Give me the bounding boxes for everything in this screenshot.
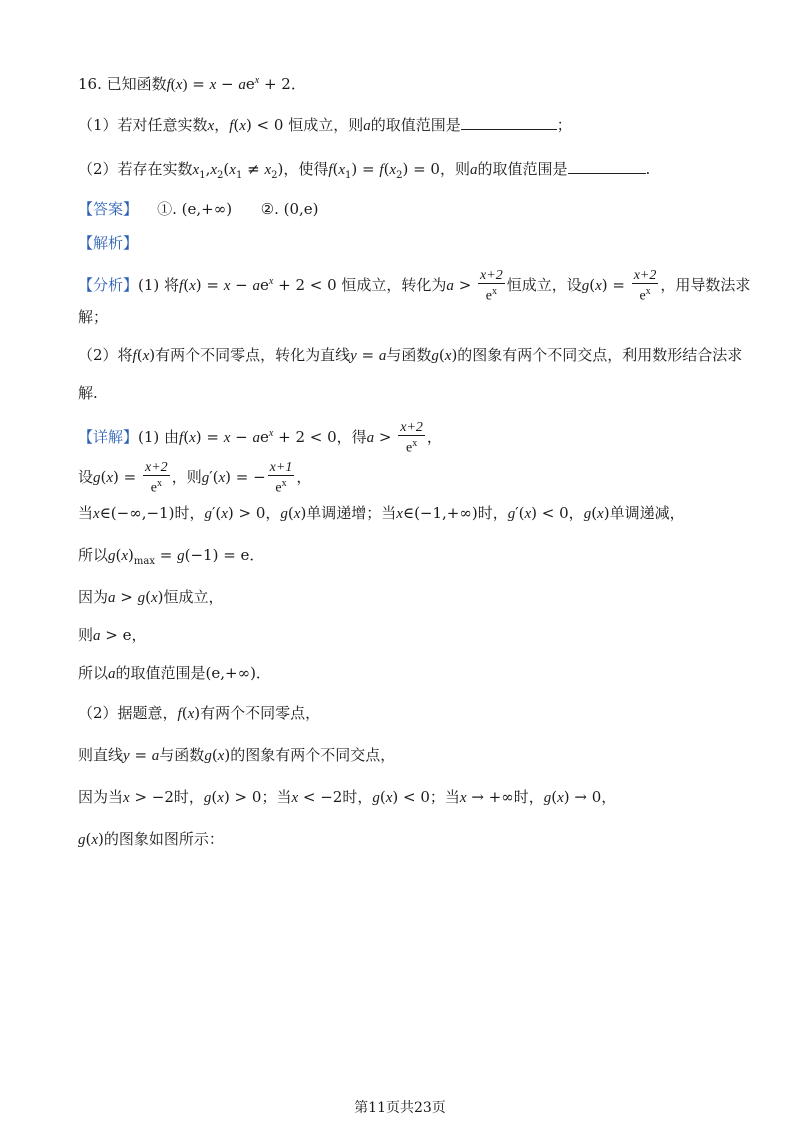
analysis-sub-tag: 【分析】: [78, 275, 139, 294]
detail-l9: 则直线y = a与函数g(x)的图象有两个不同交点，: [78, 746, 396, 764]
problem-part-2: （2）若存在实数$x_1,x_2(x_1 \ne x_2)$，使得$f(x_1) = f(x_2) = 0$，则a的取值范围是 .: [78, 160, 651, 181]
detail-l8: （2）据题意，f(x)有两个不同零点，: [78, 704, 321, 722]
analysis-p2: （2）将f(x)有两个不同零点，转化为直线y = a与函数g(x)的图象有两个不同交点，利用数形结合法求: [78, 346, 743, 364]
detail-l11: g(x)的图象如图所示：: [78, 830, 224, 848]
answer-blank-2[interactable]: [568, 159, 646, 174]
detail-l1: 【详解】(1) 由$f(x) = x - ae^x + 2 < 0$，得a > $\frac{x+2}{e^x}$ ，: [78, 420, 442, 456]
analysis-tag: 【解析】: [78, 234, 139, 252]
detail-l10: 因为当x > −2时，g(x) > 0；当x < −2时，g(x) < 0；当x → +∞时，g(x) → 0，: [78, 788, 617, 806]
detail-l3: 当x∈(−∞,−1)时，g′(x) > 0，g(x)单调递增；当x∈(−1,+∞)时，g′(x) < 0，g(x)单调递减，: [78, 504, 685, 522]
answer-blank-1[interactable]: [461, 115, 557, 130]
detail-l5: 因为a > g(x)恒成立，: [78, 588, 224, 606]
analysis-p1-cont: 解；: [78, 308, 109, 326]
detail-l7: 所以a的取值范围是(e,+∞)．: [78, 664, 271, 682]
answer-tag: 【答案】: [78, 200, 139, 218]
analysis-p1: 【分析】(1) 将$f(x) = x - ae^x + 2 < 0$ 恒成立，转化为a > $\frac{x+2}{e^x}$ 恒成立，设g(x) = $\frac{x+2}{e^x}$ ，用导数法求: [78, 268, 751, 304]
answer-item-2: ②. (0,e): [260, 200, 319, 218]
answer-line: [78, 198, 319, 220]
detail-tag: 【详解】: [78, 427, 139, 446]
answer-item-1: ①. (e,+∞): [157, 200, 233, 218]
detail-l2: 设g(x) = $\frac{x+2}{e^x}$ ，则g′(x) = − $\frac{x+1}{e^x}$ ，: [78, 460, 312, 496]
page-footer: 第11页共23页: [354, 1100, 446, 1116]
problem-title: 16. 已知函数$f(x) = x - ae^x + 2$．: [78, 75, 306, 93]
analysis-p2-cont: 解.: [78, 384, 98, 402]
detail-l4: 所以$g(x)_{max} = g(-1) = e$．: [78, 546, 265, 567]
detail-l6: 则a > e，: [78, 626, 147, 644]
problem-part-1: （1）若对任意实数x，f(x) < 0 恒成立，则a的取值范围是 ；: [78, 116, 572, 134]
